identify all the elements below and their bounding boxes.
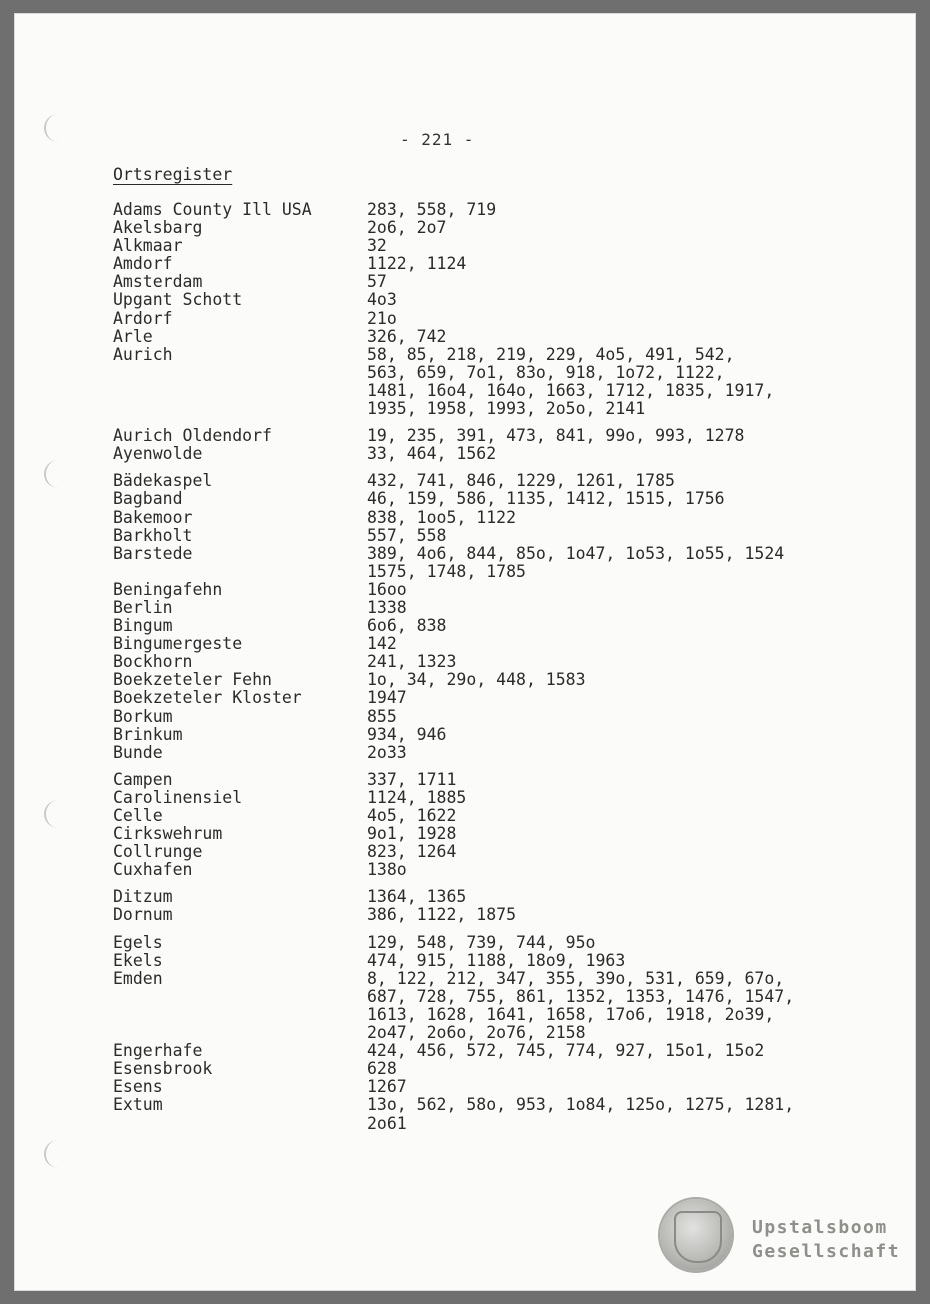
seal-icon — [660, 1199, 732, 1271]
place-name: Ekels — [113, 950, 163, 970]
register-entry — [113, 545, 853, 581]
page-refs: 283, 558, 719 — [367, 200, 497, 219]
register-entry — [113, 490, 853, 508]
place-name: Amsterdam — [113, 272, 203, 292]
page-refs: 142 — [367, 634, 397, 654]
register-entry — [113, 346, 853, 418]
register-entry — [113, 1096, 853, 1132]
register-entry — [113, 328, 853, 346]
register-entry — [113, 617, 853, 635]
place-name: Borkum — [113, 706, 173, 726]
page-refs: 33, 464, 1562 — [367, 444, 497, 464]
page-refs: 21o — [367, 308, 397, 328]
place-name: Bunde — [113, 742, 163, 762]
place-name: Arle — [113, 326, 153, 346]
place-name: Aurich Oldendorf — [113, 426, 272, 446]
place-name: Adams County Ill USA — [113, 200, 312, 219]
page-refs: 46, 159, 586, 1135, 1412, 1515, 1756 — [367, 489, 725, 509]
page-refs: 13o, 562, 58o, 953, 1o84, 125o, 1275, 1281, 2o61 — [367, 1095, 795, 1133]
page-refs: 138o — [367, 860, 407, 880]
register-entry — [113, 509, 853, 527]
place-name: Esensbrook — [113, 1059, 213, 1079]
register-entry — [113, 825, 853, 843]
register-entry — [113, 744, 853, 762]
place-name: Boekzeteler Fehn — [113, 670, 272, 690]
register-entry — [113, 1042, 853, 1060]
page-refs: 628 — [367, 1059, 397, 1079]
register-entry — [113, 861, 853, 879]
page-refs: 337, 1711 — [367, 769, 457, 789]
page-refs: 9o1, 1928 — [367, 824, 457, 844]
register-entry — [113, 472, 853, 490]
page-refs: 6o6, 838 — [367, 616, 447, 636]
place-name: Barstede — [113, 543, 193, 563]
page-refs: 241, 1323 — [367, 652, 457, 672]
place-name: Aurich — [113, 344, 173, 364]
place-name: Beningafehn — [113, 579, 223, 599]
place-name: Dornum — [113, 905, 173, 925]
register-entry — [113, 581, 853, 599]
page-refs: 474, 915, 1188, 18o9, 1963 — [367, 950, 626, 970]
page-refs: 386, 1122, 1875 — [367, 905, 517, 925]
page-refs: 326, 742 — [367, 326, 447, 346]
register-entry — [113, 255, 853, 273]
place-name: Emden — [113, 968, 163, 988]
register-entry — [113, 708, 853, 726]
place-name: Extum — [113, 1095, 163, 1115]
watermark-line-1: Upstalsboom — [752, 1217, 888, 1238]
place-name: Boekzeteler Kloster — [113, 688, 302, 708]
register-entry — [113, 1078, 853, 1096]
place-name: Bagband — [113, 489, 183, 509]
page-refs: 32 — [367, 236, 387, 256]
register-entry — [113, 201, 853, 219]
place-name: Egels — [113, 932, 163, 952]
place-name: Bockhorn — [113, 652, 193, 672]
page-refs: 1338 — [367, 597, 407, 617]
place-name: Ardorf — [113, 308, 173, 328]
page-refs: 1122, 1124 — [367, 254, 467, 274]
place-name: Brinkum — [113, 724, 183, 744]
register-entry — [113, 726, 853, 744]
punch-hole-mark — [44, 460, 72, 488]
punch-hole-mark — [44, 114, 72, 142]
register-entry — [113, 934, 853, 952]
page-refs: 934, 946 — [367, 724, 447, 744]
seal-emblem-icon — [674, 1211, 722, 1263]
page-refs: 1947 — [367, 688, 407, 708]
page-refs: 432, 741, 846, 1229, 1261, 1785 — [367, 471, 675, 491]
register-entry — [113, 527, 853, 545]
page-refs: 2o33 — [367, 742, 407, 762]
register-entry — [113, 843, 853, 861]
page-refs: 57 — [367, 272, 387, 292]
place-name: Ditzum — [113, 887, 173, 907]
page-refs: 19, 235, 391, 473, 841, 99o, 993, 1278 — [367, 426, 745, 446]
place-name: Cuxhafen — [113, 860, 193, 880]
place-name: Bädekaspel — [113, 471, 213, 491]
page-refs: 389, 4o6, 844, 85o, 1o47, 1o53, 1o55, 1524 1575, 1748, 1785 — [367, 543, 785, 581]
place-name: Bakemoor — [113, 507, 193, 527]
page-refs: 16oo — [367, 579, 407, 599]
place-name: Carolinensiel — [113, 787, 243, 807]
page-refs: 2o6, 2o7 — [367, 218, 447, 238]
register-entry — [113, 906, 853, 924]
place-name: Collrunge — [113, 842, 203, 862]
place-name: Barkholt — [113, 525, 193, 545]
place-name: Alkmaar — [113, 236, 183, 256]
register-entry — [113, 237, 853, 255]
register-entry — [113, 273, 853, 291]
page-refs: 4o5, 1622 — [367, 806, 457, 825]
register-entry — [113, 970, 853, 1042]
register-entry — [113, 1060, 853, 1078]
register-entry — [113, 291, 853, 309]
page-refs: 1364, 1365 — [367, 887, 467, 907]
register-entry — [113, 888, 853, 906]
place-name: Amdorf — [113, 254, 173, 274]
place-name: Engerhafe — [113, 1041, 203, 1061]
page-refs: 1124, 1885 — [367, 787, 467, 807]
page-refs: 823, 1264 — [367, 842, 457, 862]
page-title: Ortsregister — [113, 165, 233, 184]
register-entry — [113, 427, 853, 445]
register-entry — [113, 310, 853, 328]
register-entry — [113, 671, 853, 689]
page-refs: 129, 548, 739, 744, 95o — [367, 932, 596, 952]
page-refs: 855 — [367, 706, 397, 726]
page-refs: 838, 1oo5, 1122 — [367, 507, 517, 527]
place-name: Berlin — [113, 597, 173, 617]
register-entry — [113, 653, 853, 671]
punch-hole-mark — [44, 800, 72, 828]
place-name: Akelsbarg — [113, 218, 203, 238]
place-name: Upgant Schott — [113, 290, 243, 310]
register-entry — [113, 789, 853, 807]
page-refs: 4o3 — [367, 290, 397, 310]
register-entry — [113, 219, 853, 237]
page-refs: 1267 — [367, 1077, 407, 1097]
place-name: Cirkswehrum — [113, 824, 223, 844]
place-name: Bingumergeste — [113, 634, 243, 654]
page-refs: 424, 456, 572, 745, 774, 927, 15o1, 15o2 — [367, 1041, 765, 1061]
register-entry — [113, 445, 853, 463]
page-refs: 58, 85, 218, 219, 229, 4o5, 491, 542, 563, 659, 7o1, 83o, 918, 1o72, 1122, 1481, 16o4, 164o, 1663, 1712, 1835, 1917, 1935, 1958, 1993, 2o5o, 2141 — [367, 344, 775, 419]
page-refs: 1o, 34, 29o, 448, 1583 — [367, 670, 586, 690]
page-number: - 221 - — [400, 130, 475, 149]
punch-hole-mark — [44, 1140, 72, 1168]
place-name: Bingum — [113, 616, 173, 636]
watermark — [752, 1216, 900, 1264]
page-refs: 557, 558 — [367, 525, 447, 545]
register-entry — [113, 771, 853, 789]
place-register — [113, 201, 853, 1133]
page-refs: 8, 122, 212, 347, 355, 39o, 531, 659, 67o, 687, 728, 755, 861, 1352, 1353, 1476, 1547, 1613, 1628, 1641, 1658, 17o6, 1918, 2o39, 2o47, 2o6o, 2o76, 2158 — [367, 968, 795, 1043]
place-name: Ayenwolde — [113, 444, 203, 464]
register-entry — [113, 635, 853, 653]
register-entry — [113, 952, 853, 970]
place-name: Celle — [113, 806, 163, 825]
register-entry — [113, 807, 853, 825]
register-entry — [113, 599, 853, 617]
register-entry — [113, 689, 853, 707]
watermark-line-2: Gesellschaft — [752, 1241, 901, 1262]
place-name: Campen — [113, 769, 173, 789]
place-name: Esens — [113, 1077, 163, 1097]
